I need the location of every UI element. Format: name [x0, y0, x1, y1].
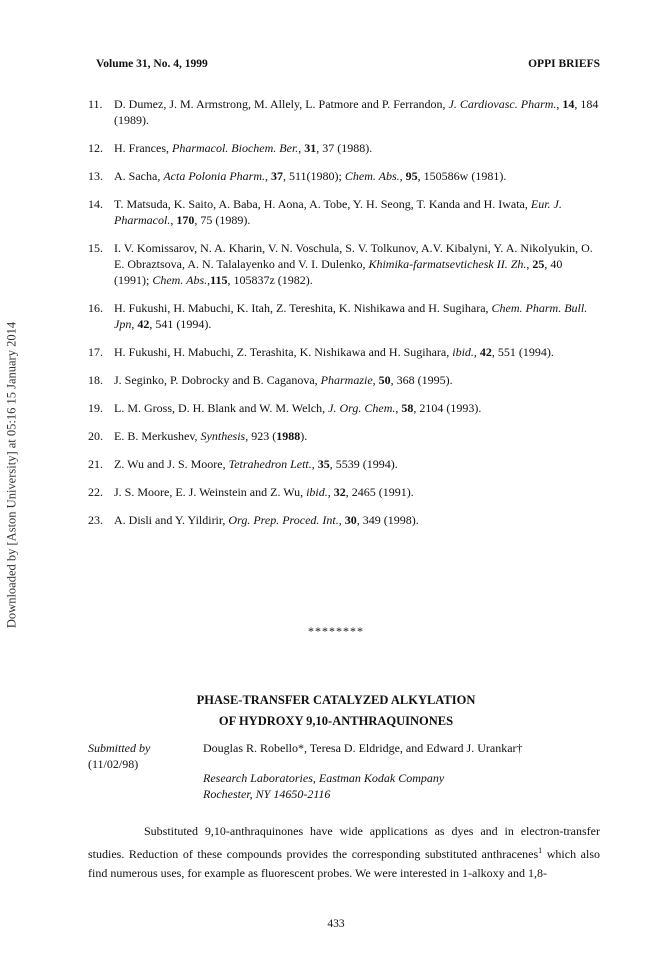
reference-number: 19.: [88, 401, 103, 415]
reference-item: 19. L. M. Gross, D. H. Blank and W. M. Welch, J. Org. Chem., 58, 2104 (1993).: [88, 401, 482, 415]
footnote-marker: 1: [538, 846, 543, 855]
institution: Research Laboratories, Eastman Kodak Company: [203, 771, 445, 785]
reference-item: 17. H. Fukushi, H. Mabuchi, Z. Terashita, K. Nishikawa and H. Sugihara, ibid., 42, 551 (1994).: [88, 345, 554, 359]
submitted-by-label: Submitted by: [88, 741, 151, 755]
reference-number: 15.: [88, 241, 103, 255]
submission-info: [88, 740, 150, 772]
reference-item: 14. T. Matsuda, K. Saito, A. Baba, H. Aona, A. Tobe, Y. H. Seong, T. Kanda and H. Iwata, Eur. J. Pharmacol., 170, 75 (1989).: [88, 197, 562, 227]
article-title: [0, 690, 672, 732]
reference-number: 12.: [88, 141, 103, 155]
reference-item: 23. A. Disli and Y. Yildirir, Org. Prep. Proced. Int., 30, 349 (1998).: [88, 513, 419, 527]
institution-address: Rochester, NY 14650-2116: [203, 787, 331, 801]
reference-number: 18.: [88, 373, 103, 387]
reference-number: 13.: [88, 169, 103, 183]
reference-number: 20.: [88, 429, 103, 443]
article-title-line-1: PHASE-TRANSFER CATALYZED ALKYLATION: [196, 693, 476, 707]
submitted-date: (11/02/98): [88, 757, 139, 771]
download-watermark-text: Downloaded by [Aston University] at 05:16 15 January 2014: [4, 321, 19, 629]
author-list: Douglas R. Robello*, Teresa D. Eldridge, and Edward J. Urankar†: [203, 741, 523, 755]
reference-number: 23.: [88, 513, 103, 527]
journal-volume: Volume 31, No. 4, 1999: [96, 58, 208, 70]
reference-item: 16. H. Fukushi, H. Mabuchi, K. Itah, Z. Tereshita, K. Nishikawa and H. Sugihara, Chem. Pharm. Bull. Jpn, 42, 541 (1994).: [88, 301, 588, 331]
reference-list: [88, 96, 600, 540]
reference-number: 14.: [88, 197, 103, 211]
reference-item: 22. J. S. Moore, E. J. Weinstein and Z. Wu, ibid., 32, 2465 (1991).: [88, 485, 414, 499]
reference-item: 12. H. Frances, Pharmacol. Biochem. Ber., 31, 37 (1988).: [88, 141, 373, 155]
reference-item: 21. Z. Wu and J. S. Moore, Tetrahedron Lett., 35, 5539 (1994).: [88, 457, 398, 471]
reference-number: 17.: [88, 345, 103, 359]
body-paragraph: Substituted 9,10-anthraquinones have wide applications as dyes and in electron-transfer studies. Reduction of these compounds provides the corresponding substituted anthracenes$^1$ which also find numerous uses, for example as fluorescent probes. We were interested in 1-alkoxy and 1,8-: [88, 824, 600, 880]
reference-item: 13. A. Sacha, Acta Polonia Pharm., 37, 511(1980); Chem. Abs., 95, 150586w (1981).: [88, 169, 507, 183]
section-name: OPPI BRIEFS: [528, 58, 600, 70]
reference-item: 18. J. Seginko, P. Dobrocky and B. Caganova, Pharmazie, 50, 368 (1995).: [88, 373, 453, 387]
reference-number: 21.: [88, 457, 103, 471]
reference-item: 11. D. Dumez, J. M. Armstrong, M. Allely, L. Patmore and P. Ferrandon, J. Cardiovasc. Pharm., 14, 184 (1989).: [88, 97, 599, 127]
page-number: 433: [327, 918, 345, 930]
download-watermark: [3, 310, 21, 640]
reference-item: 20. E. B. Merkushev, Synthesis, 923 (1988).: [88, 429, 308, 443]
reference-item: 15. I. V. Komissarov, N. A. Kharin, V. N. Voschula, S. V. Tolkunov, A.V. Kibalyni, Y. A. Nikolyukin, O. E. Obraztsova, A. N. Talalayenko and V. I. Dulenko, Khimika-farmatsevtichesk II. Zh., 25, 40 (1991); Chem. Abs.,115, 105837z (1982).: [88, 241, 593, 287]
reference-number: 16.: [88, 301, 103, 315]
author-block: [203, 740, 523, 802]
article-title-line-2: OF HYDROXY 9,10-ANTHRAQUINONES: [218, 714, 454, 728]
reference-number: 22.: [88, 485, 103, 499]
section-separator: ********: [308, 624, 364, 638]
reference-number: 11.: [88, 97, 103, 111]
